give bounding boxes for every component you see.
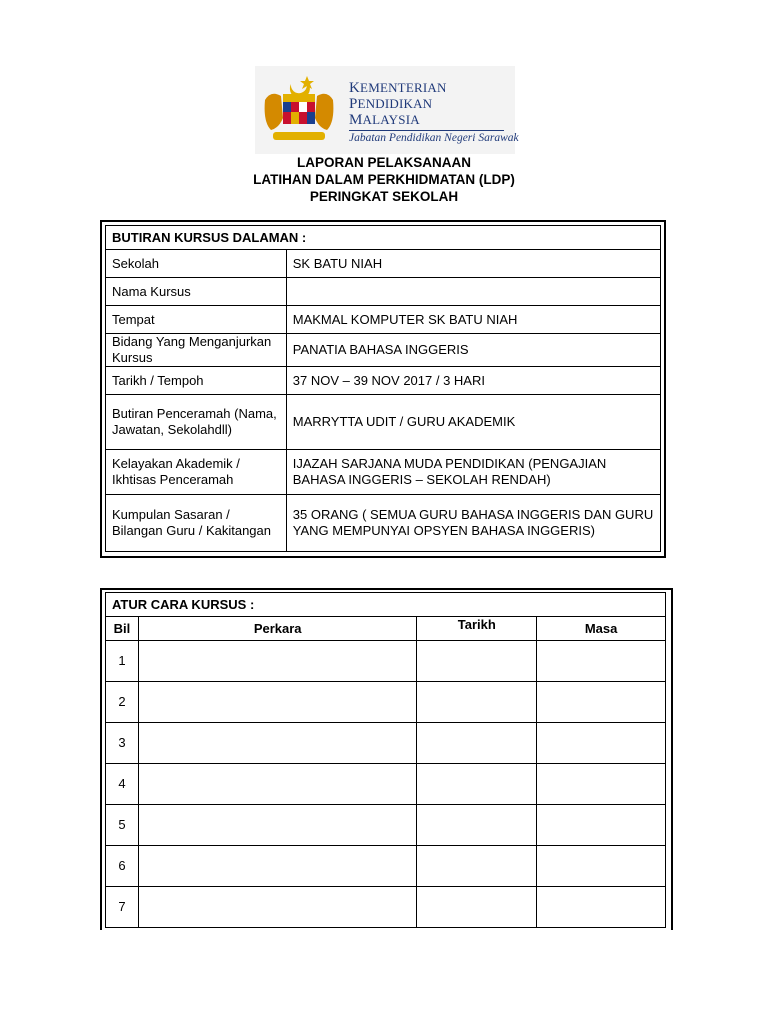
document-title bbox=[0, 154, 768, 205]
ministry-logo bbox=[255, 66, 519, 154]
field-label: Bidang Yang Menganjurkan Kursus bbox=[106, 334, 287, 367]
row-number: 2 bbox=[106, 682, 139, 723]
field-label: Kumpulan Sasaran / Bilangan Guru / Kakitangan bbox=[106, 495, 287, 552]
course-details-table bbox=[105, 225, 661, 552]
field-label: Kelayakan Akademik / Ikhtisas Penceramah bbox=[106, 450, 287, 495]
column-header-tarikh: Tarikh bbox=[417, 617, 537, 641]
title-line-1: LAPORAN PELAKSANAAN bbox=[296, 155, 471, 170]
perkara-cell bbox=[138, 887, 416, 928]
row-number: 1 bbox=[106, 641, 139, 682]
tarikh-cell bbox=[417, 887, 537, 928]
tarikh-cell bbox=[417, 682, 537, 723]
agenda-header: ATUR CARA KURSUS : bbox=[106, 593, 666, 617]
perkara-cell bbox=[138, 641, 416, 682]
perkara-cell bbox=[138, 764, 416, 805]
field-value: PANATIA BAHASA INGGERIS bbox=[286, 334, 660, 367]
field-label: Nama Kursus bbox=[106, 278, 287, 306]
field-label: Tarikh / Tempoh bbox=[106, 367, 287, 395]
tarikh-cell bbox=[417, 805, 537, 846]
column-header-masa: Masa bbox=[537, 617, 666, 641]
field-label: Butiran Penceramah (Nama, Jawatan, Sekolahdll) bbox=[106, 395, 287, 450]
perkara-cell bbox=[138, 846, 416, 887]
row-number: 6 bbox=[106, 846, 139, 887]
agenda-table bbox=[105, 592, 666, 928]
department-name: Jabatan Pendidikan Negeri Sarawak bbox=[349, 132, 519, 144]
field-label: Tempat bbox=[106, 306, 287, 334]
field-value bbox=[286, 278, 660, 306]
field-value: 35 ORANG ( SEMUA GURU BAHASA INGGERIS DAN GURU YANG MEMPUNYAI OPSYEN BAHASA INGGERIS) bbox=[286, 495, 660, 552]
masa-cell bbox=[537, 682, 666, 723]
column-header-perkara: Perkara bbox=[138, 617, 416, 641]
perkara-cell bbox=[138, 723, 416, 764]
course-details-header: BUTIRAN KURSUS DALAMAN : bbox=[106, 226, 661, 250]
tarikh-cell bbox=[417, 641, 537, 682]
field-value: 37 NOV – 39 NOV 2017 / 3 HARI bbox=[286, 367, 660, 395]
logo-divider bbox=[349, 130, 504, 131]
row-number: 3 bbox=[106, 723, 139, 764]
row-number: 7 bbox=[106, 887, 139, 928]
malaysia-crest-icon bbox=[259, 70, 339, 150]
field-value: MAKMAL KOMPUTER SK BATU NIAH bbox=[286, 306, 660, 334]
masa-cell bbox=[537, 641, 666, 682]
row-number: 4 bbox=[106, 764, 139, 805]
row-number: 5 bbox=[106, 805, 139, 846]
field-value: IJAZAH SARJANA MUDA PENDIDIKAN (PENGAJIAN BAHASA INGGERIS – SEKOLAH RENDAH) bbox=[286, 450, 660, 495]
masa-cell bbox=[537, 887, 666, 928]
ministry-name: KEMENTERIAN PENDIDIKAN MALAYSIA Jabatan Pendidikan Negeri Sarawak bbox=[349, 80, 519, 144]
field-value: MARRYTTA UDIT / GURU AKADEMIK bbox=[286, 395, 660, 450]
perkara-cell bbox=[138, 682, 416, 723]
title-line-3: PERINGKAT SEKOLAH bbox=[309, 189, 459, 204]
masa-cell bbox=[537, 805, 666, 846]
tarikh-cell bbox=[417, 723, 537, 764]
masa-cell bbox=[537, 764, 666, 805]
perkara-cell bbox=[138, 805, 416, 846]
tarikh-cell bbox=[417, 764, 537, 805]
masa-cell bbox=[537, 846, 666, 887]
tarikh-cell bbox=[417, 846, 537, 887]
masa-cell bbox=[537, 723, 666, 764]
title-line-2: LATIHAN DALAM PERKHIDMATAN (LDP) bbox=[253, 172, 515, 187]
field-label: Sekolah bbox=[106, 250, 287, 278]
field-value: SK BATU NIAH bbox=[286, 250, 660, 278]
column-header-bil: Bil bbox=[106, 617, 139, 641]
